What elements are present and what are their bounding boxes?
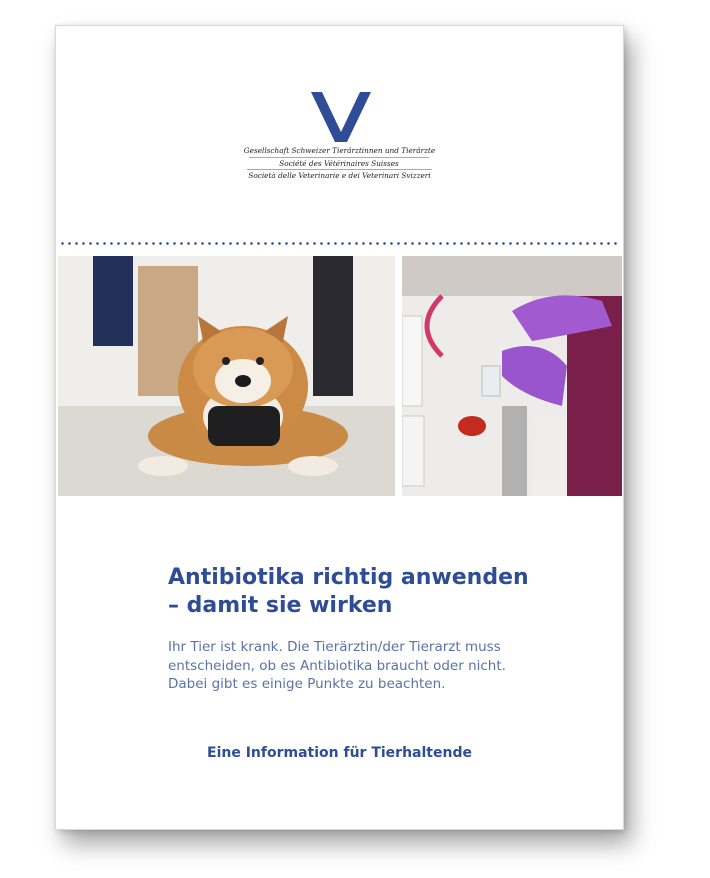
vet-medication-photo bbox=[402, 256, 622, 496]
org-name-de: Gesellschaft Schweizer Tierärztinnen und Tierärzte bbox=[243, 146, 436, 155]
dog-photo bbox=[58, 256, 395, 496]
org-name-fr: Société des Vétérinaires Suisses bbox=[249, 157, 429, 168]
intro-line-2: entscheiden, ob es Antibiotika braucht oder nicht. bbox=[168, 657, 506, 674]
intro-text bbox=[168, 638, 528, 694]
title-line-2: – damit sie wirken bbox=[168, 593, 393, 618]
dotted-divider bbox=[59, 242, 620, 245]
cover-title bbox=[168, 564, 529, 620]
title-line-1: Antibiotika richtig anwenden bbox=[168, 565, 529, 590]
org-name-it: Società delle Veterinarie e dei Veterinari Svizzeri bbox=[248, 171, 431, 180]
gst-logo-icon bbox=[311, 92, 371, 142]
brochure-cover bbox=[55, 25, 624, 830]
intro-line-3: Dabei gibt es einige Punkte zu beachten. bbox=[168, 676, 446, 692]
intro-line-1: Ihr Tier ist krank. Die Tierärztin/der Tierarzt muss bbox=[168, 639, 501, 655]
audience-tagline: Eine Information für Tierhaltende bbox=[207, 745, 472, 761]
